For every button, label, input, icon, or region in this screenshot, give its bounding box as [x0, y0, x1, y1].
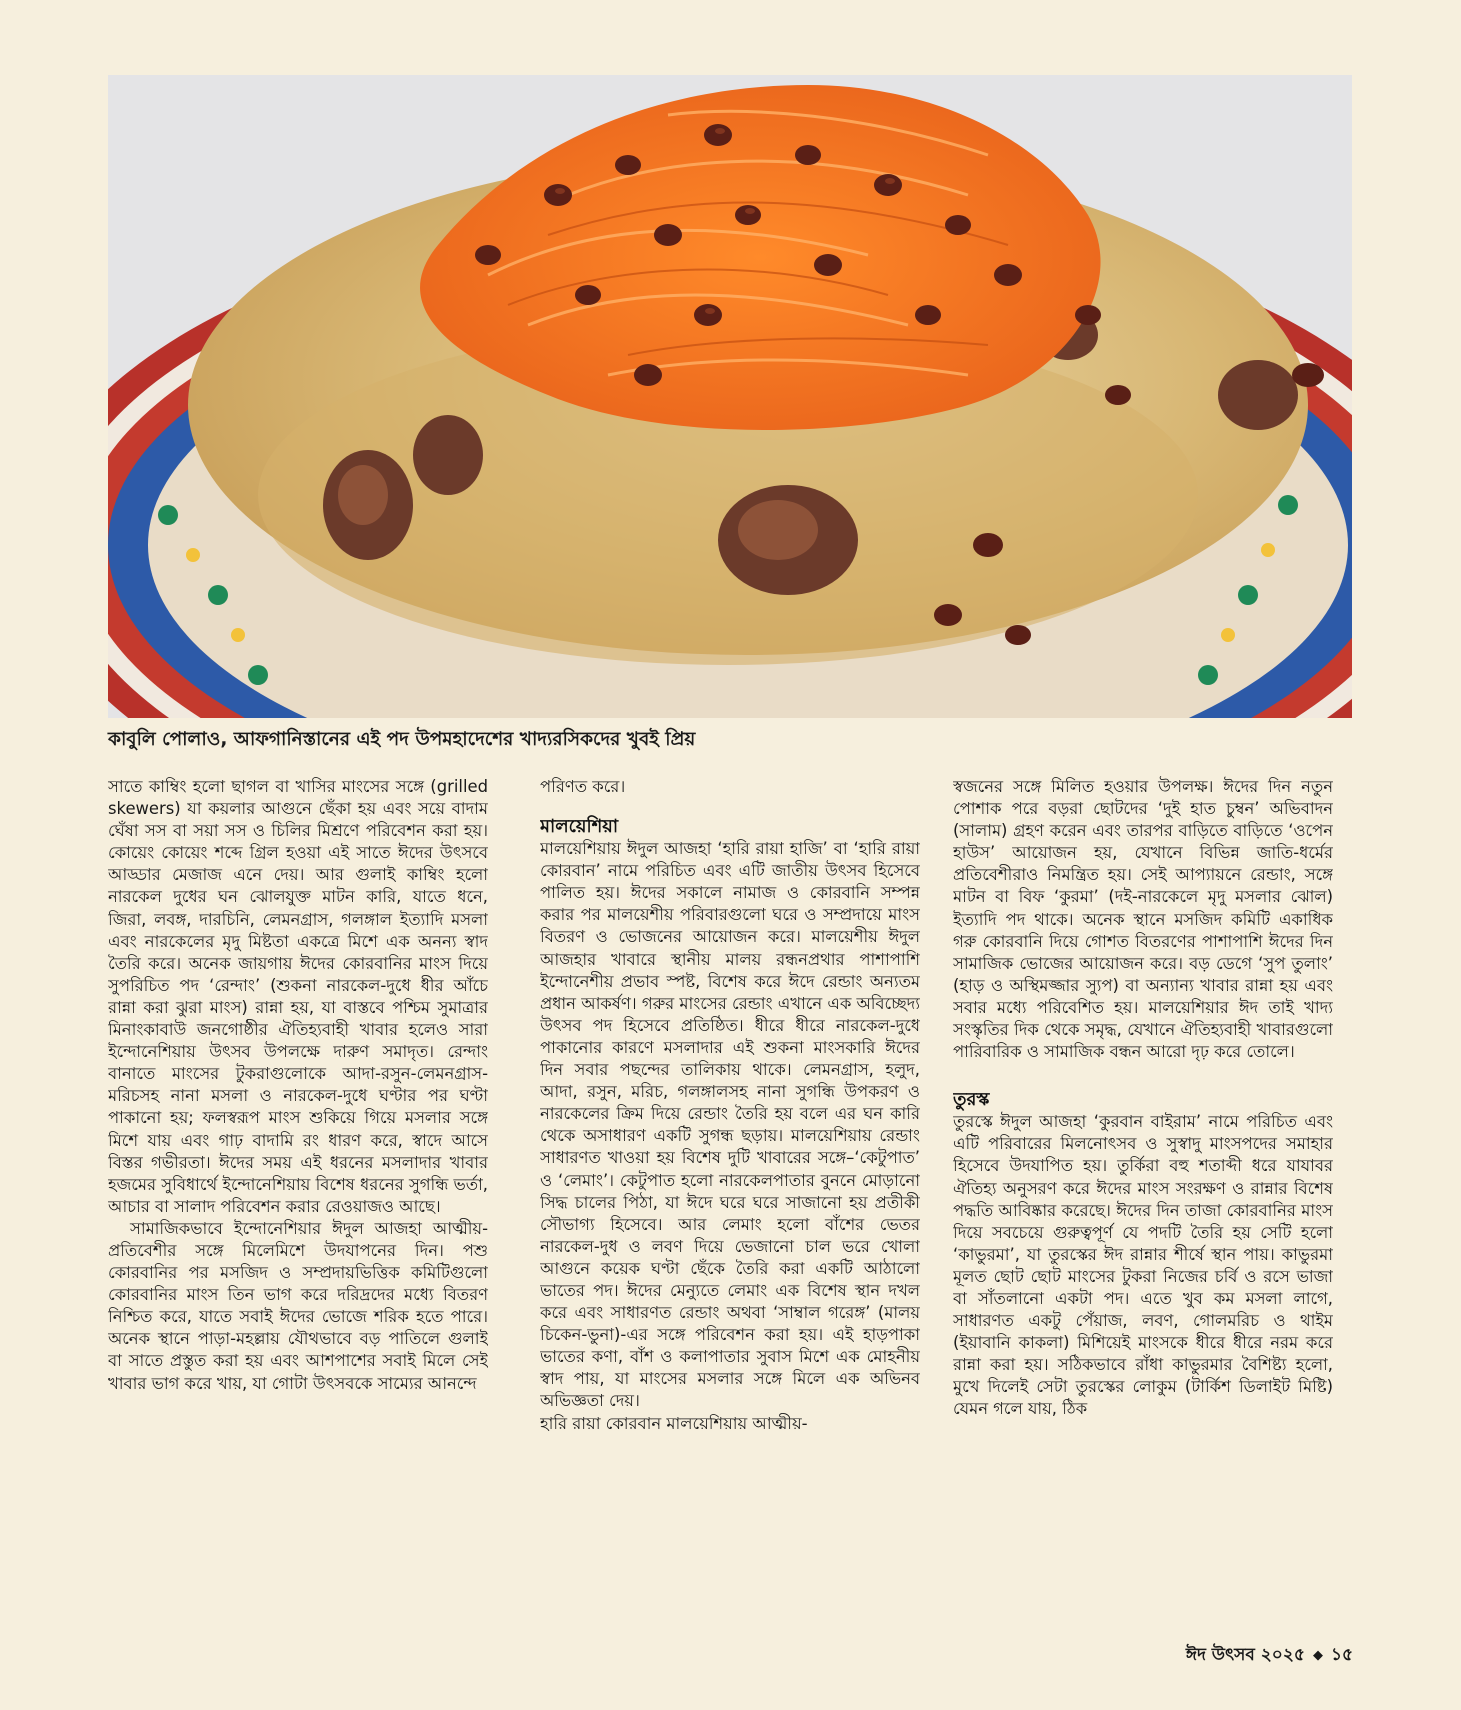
diamond-icon: ◆ [1312, 1648, 1323, 1663]
article-column-1 [108, 776, 488, 1586]
article-column-2 [540, 776, 920, 1586]
paragraph: সাতে কাম্বিং হলো ছাগল বা খাসির মাংসের সঙ্গে (grilled skewers) যা কয়লার আগুনে ছেঁকা হয় এবং সয়ে বাদাম ঘেঁষা সস বা সয়া সস ও চিলির মিশ্রণে পরিবেশন করা হয়। কোয়েং কোয়েং শব্দে গ্রিল হওয়া এই সাতে ঈদের উৎসবে আড্ডার মেজাজ এনে দেয়। আর গুলাই কাম্বিং হলো নারকেল দুধের ঘন ঝোলযুক্ত মাটন কারি, যাতে ধনে, জিরা, লবঙ্গ, দারচিনি, লেমনগ্রাস, গলঙ্গাল ইত্যাদি মসলা এবং নারকেলের মৃদু মিষ্টতা একত্রে মিশে এক অনন্য স্বাদ তৈরি করে। অনেক জায়গায় ঈদের কোরবানির মাংস দিয়ে সুপরিচিত পদ ‘রেন্দাং’ (শুকনা নারকেল-দুধে ধীর আঁচে রান্না করা ঝুরা মাংস) রান্না হয়, যা বাস্তবে পশ্চিম সুমাত্রার মিনাংকাবাউ জনগোষ্ঠীর ঐতিহ্যবাহী খাবার হলেও সারা ইন্দোনেশিয়ায় উৎসব উপলক্ষে দারুণ সমাদৃত। রেন্দাং বানাতে মাংসের টুকরাগুলোকে আদা-রসুন-লেমনগ্রাস-মরিচসহ নানা মসলা ও নারকেল-দুধে ঘণ্টার পর ঘণ্টা পাকানো হয়; ফলস্বরূপ মাংস শুকিয়ে গিয়ে মসলার সঙ্গে মিশে যায় এবং গাঢ় বাদামি রং ধারণ করে, স্বাদে আসে বিস্তর গভীরতা। ঈদের সময় এই ধরনের মসলাদার খাবার হজমের সুবিধার্থে ইন্দোনেশিয়ায় বিশেষ ধরনের সুগন্ধি ভর্তা, আচার বা সালাদ পরিবেশন করার রেওয়াজও আছে। [108, 777, 488, 1216]
photo-caption: কাবুলি পোলাও, আফগানিস্তানের এই পদ উপমহাদেশের খাদ্যরসিকদের খুবই প্রিয় [108, 729, 696, 750]
pulao-illustration [108, 75, 1352, 718]
paragraph: মালয়েশিয়ায় ঈদুল আজহা ‘হারি রায়া হাজি’ বা ‘হারি রায়া কোরবান’ নামে পরিচিত এবং এটি জাতীয় উৎসব হিসেবে পালিত হয়। ঈদের সকালে নামাজ ও কোরবানি সম্পন্ন করার পর মালয়েশীয় পরিবারগুলো ঘরে ও সম্প্রদায়ে মাংস বিতরণ ও ভোজনের আয়োজন করে। মালয়েশীয় ঈদুল আজহার খাবারে স্থানীয় মালয় রন্ধনপ্রথার পাশাপাশি ইন্দোনেশীয় প্রভাব স্পষ্ট, বিশেষ করে ঈদে রেন্ডাং অন্যতম প্রধান আকর্ষণ। গরুর মাংসের রেন্ডাং এখানে এক অবিচ্ছেদ্য উৎসব পদ হিসেবে প্রতিষ্ঠিত। ধীরে ধীরে নারকেল-দুধে পাকানোর কারণে মসলাদার এই শুকনা মাংসকারি ঈদের দিন সবার পছন্দের তালিকায় থাকে। লেমনগ্রাস, হলুদ, আদা, রসুন, মরিচ, গলঙ্গালসহ নানা সুগন্ধি উপকরণ ও নারকেলের ক্রিম দিয়ে রেন্ডাং তৈরি হয় বলে এর ঘন কারি থেকে অসাধারণ একটি সুগন্ধ ছড়ায়। মালয়েশিয়ায় রেন্ডাং সাধারণত খাওয়া হয় বিশেষ দুটি খাবারের সঙ্গে–‘কেটুপাত’ ও ‘লেমাং’। কেটুপাত হলো নারকেলপাতার বুননে মোড়ানো সিদ্ধ চালের পিঠা, যা ঈদে ঘরে ঘরে সাজানো হয় প্রতীকী সৌভাগ্য হিসেবে। আর লেমাং হলো বাঁশের ভেতর নারকেল-দুধ ও লবণ দিয়ে ভেজানো চাল ভরে খোলা আগুনে কয়েক ঘণ্টা ছেঁকে তৈরি করা একটি আঠালো ভাতের পদ। ঈদের মেন্যুতে লেমাং এক বিশেষ স্থান দখল করে এবং সাধারণত রেন্ডাং অথবা ‘সাম্বাল গরেঙ্গ’ (মালয় চিকেন-ভুনা)-এর সঙ্গে পরিবেশন করা হয়। এই হাড়পাকা ভাতের কণা, বাঁশ ও কলাপাতার সুবাস মিশে এক মোহনীয় স্বাদ পায়, যা মাংসের মসলার সঙ্গে মিলে এক অভিনব অভিজ্ঞতা দেয়। [540, 839, 920, 1411]
paragraph: তুরস্কে ঈদুল আজহা ‘কুরবান বাইরাম’ নামে পরিচিত এবং এটি পরিবারের মিলনোৎসব ও সুস্বাদু মাংসপদের সমাহার হিসেবে উদযাপিত হয়। তুর্কিরা বহু শতাব্দী ধরে যাযাবর ঐতিহ্য অনুসরণ করে ঈদের মাংস সংরক্ষণ ও রান্নার বিশেষ পদ্ধতি আবিষ্কার করেছে। ঈদের দিন তাজা কোরবানির মাংস দিয়ে সবচেয়ে গুরুত্বপূর্ণ যে পদটি তৈরি হয় সেটি হলো ‘কাভুরমা’, যা তুরস্কের ঈদ রান্নার শীর্ষে স্থান পায়। কাভুরমা মূলত ছোট ছোট মাংসের টুকরা নিজের চর্বি ও রসে ভাজা বা সাঁতলানো একটা পদ। এতে খুব কম মসলা লাগে, সাধারণত একটু পেঁয়াজ, লবণ, গোলমরিচ ও থাইম (ইয়াবানি কাকলা) মিশিয়েই মাংসকে ধীরে ধীরে নরম করে রান্না করা হয়। সঠিকভাবে রাঁধা কাভুরমার বৈশিষ্ট্য হলো, মুখে দিলেই সেটা তুরস্কের লোকুম (টার্কিশ ডিলাইট মিষ্টি) যেমন গলে যায়, ঠিক [953, 1112, 1333, 1419]
paragraph: স্বজনের সঙ্গে মিলিত হওয়ার উপলক্ষ। ঈদের দিন নতুন পোশাক পরে বড়রা ছোটদের ‘দুই হাত চুম্বন’ অভিবাদন (সালাম) গ্রহণ করেন এবং তারপর বাড়িতে বাড়িতে ‘ওপেন হাউস’ আয়োজন হয়, যেখানে বিভিন্ন জাতি-ধর্মের প্রতিবেশীরাও নিমন্ত্রিত হয়। সেই আপ্যায়নে রেন্ডাং, সঙ্গে মাটন বা বিফ ‘কুরমা’ (দই-নারকেলে মৃদু মসলার ঝোল) ইত্যাদি পদ থাকে। অনেক স্থানে মসজিদ কমিটি একাধিক গরু কোরবানি দিয়ে গোশত বিতরণের পাশাপাশি ঈদের দিন সামাজিক ভোজের আয়োজন করে। বড় ডেগে ‘সুপ তুলাং’ (হাড় ও অস্থিমজ্জার স্যুপ) বা অন্যান্য খাবার রান্না হয় এবং সবার মধ্যে পরিবেশিত হয়। মালয়েশিয়ার ঈদ তাই খাদ্য সংস্কৃতির দিক থেকে সমৃদ্ধ, যেখানে ঐতিহ্যবাহী খাবারগুলো পারিবারিক ও সামাজিক বন্ধন আরো দৃঢ় করে তোলে। [953, 777, 1333, 1062]
page-number: ১৫ [1330, 1645, 1353, 1665]
article-column-3 [953, 776, 1333, 1586]
paragraph: সামাজিকভাবে ইন্দোনেশিয়ার ঈদুল আজহা আত্মীয়-প্রতিবেশীর সঙ্গে মিলেমিশে উদযাপনের দিন। পশু কোরবানির পর মসজিদ ও সম্প্রদায়ভিত্তিক কমিটিগুলো কোরবানির মাংস তিন ভাগ করে দরিদ্রদের মধ্যে বিতরণ নিশ্চিত করে, যাতে সবাই ঈদের ভোজে শরিক হতে পারে। অনেক স্থানে পাড়া-মহল্লায় যৌথভাবে বড় পাতিলে গুলাই বা সাতে প্রস্তুত করা হয় এবং আশপাশের সবাই মিলে সেই খাবার ভাগ করে খায়, যা গোটা উৎসবকে সাম্যের আনন্দে [108, 1218, 488, 1393]
section-heading-malaysia: মালয়েশিয়া [540, 816, 619, 838]
section-heading-turkey: তুরস্ক [953, 1089, 990, 1111]
page-footer [1186, 1644, 1353, 1667]
paragraph: পরিণত করে। [540, 777, 626, 796]
footer-title: ঈদ উৎসব ২০২৫ [1185, 1645, 1305, 1665]
photo-kabuli-pulao [108, 75, 1352, 718]
paragraph: হারি রায়া কোরবান মালয়েশিয়ায় আত্মীয়- [540, 1413, 808, 1433]
